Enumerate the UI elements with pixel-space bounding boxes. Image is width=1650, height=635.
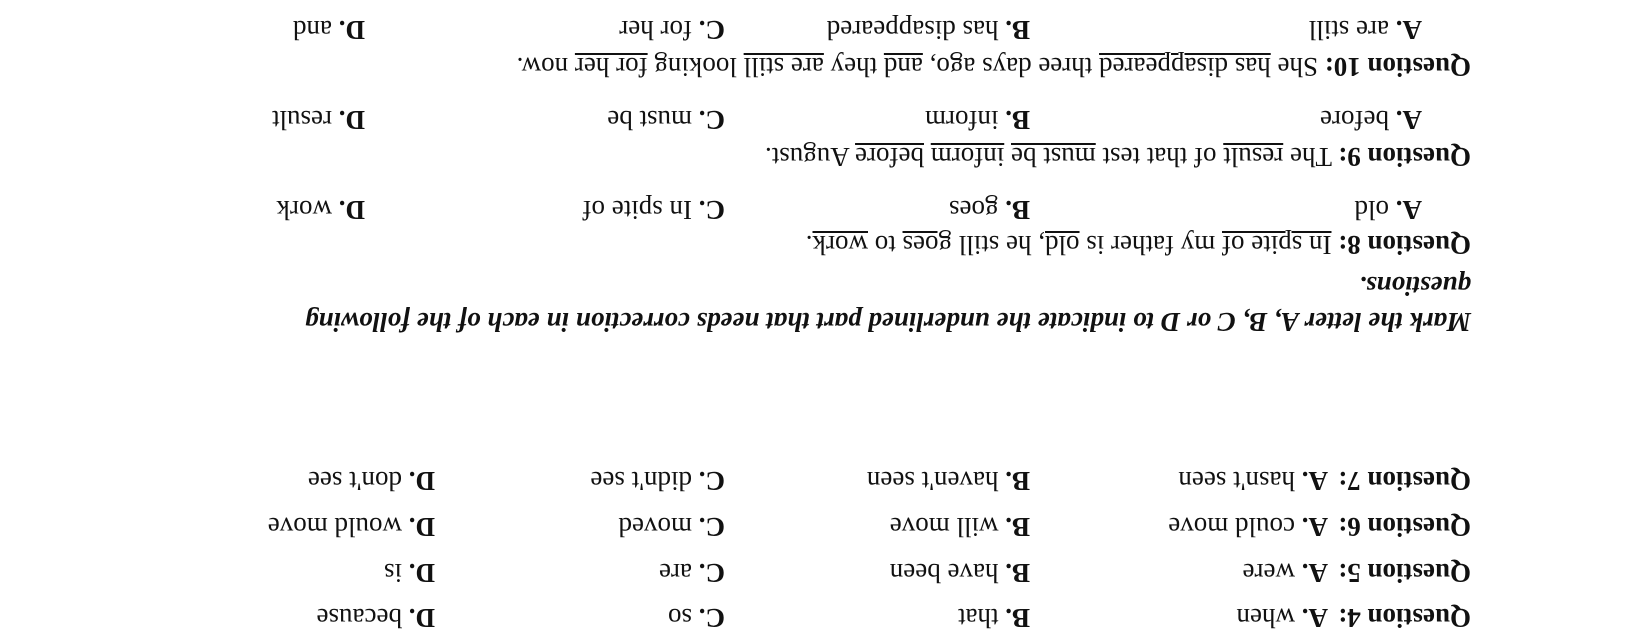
answer-option-a: A. could move <box>1168 512 1328 542</box>
question-label: Question 7: <box>1338 466 1471 496</box>
answer-option-d: D. work <box>276 195 365 225</box>
question-9-stem <box>765 142 1471 172</box>
answer-option-b: B. haven't seen <box>866 466 1030 496</box>
answer-option-b: B. goes <box>948 195 1030 225</box>
question-8-stem <box>806 230 1471 260</box>
answer-option-d: D. would move <box>267 512 435 542</box>
answer-option-d: D. because <box>316 603 435 633</box>
question-label: Question 4: <box>1338 603 1471 633</box>
answer-option-a: A. old <box>1354 195 1422 225</box>
instruction-line-2: questions. <box>1359 271 1471 301</box>
answer-option-d: D. result <box>272 105 365 135</box>
answer-option-b: B. inform <box>924 105 1030 135</box>
answer-option-c: C. are <box>659 558 725 588</box>
answer-option-a: A. hasn't seen <box>1178 466 1328 496</box>
question-label: Question 10: <box>1324 52 1471 82</box>
question-sentence: In spite of my father is old, he still goes to work. <box>805 230 1332 260</box>
answer-option-b: B. will move <box>889 512 1030 542</box>
answer-option-b: B. that <box>957 603 1030 633</box>
answer-option-b: B. has disappeared <box>826 15 1030 45</box>
answer-option-c: C. for her <box>619 15 725 45</box>
answer-option-b: B. have been <box>889 558 1030 588</box>
question-10-stem <box>517 52 1471 82</box>
question-label: Question 9: <box>1338 142 1471 172</box>
answer-option-a: A. are still <box>1308 15 1422 45</box>
answer-option-a: A. before <box>1320 105 1422 135</box>
question-sentence: She has disappeared three days ago, and they are still looking for her now. <box>516 52 1318 82</box>
answer-option-a: A. when <box>1236 603 1328 633</box>
answer-option-d: D. don't see <box>307 466 435 496</box>
question-label: Question 5: <box>1338 558 1471 588</box>
question-sentence: The result of that test must be inform before August. <box>765 142 1332 172</box>
answer-option-c: C. must be <box>607 105 725 135</box>
question-label: Question 6: <box>1338 512 1471 542</box>
answer-option-d: D. is <box>383 558 435 588</box>
answer-option-c: C. moved <box>618 512 725 542</box>
instruction-line-1: Mark the letter A, B, C or D to indicate the underlined part that needs correction in each of the following <box>304 307 1471 337</box>
answer-option-c: C. so <box>667 603 725 633</box>
answer-option-c: C. In spite of <box>582 195 725 225</box>
question-label: Question 8: <box>1338 230 1471 260</box>
answer-option-a: A. were <box>1242 558 1328 588</box>
answer-option-d: D. and <box>293 15 365 45</box>
answer-option-c: C. didn't see <box>590 466 725 496</box>
